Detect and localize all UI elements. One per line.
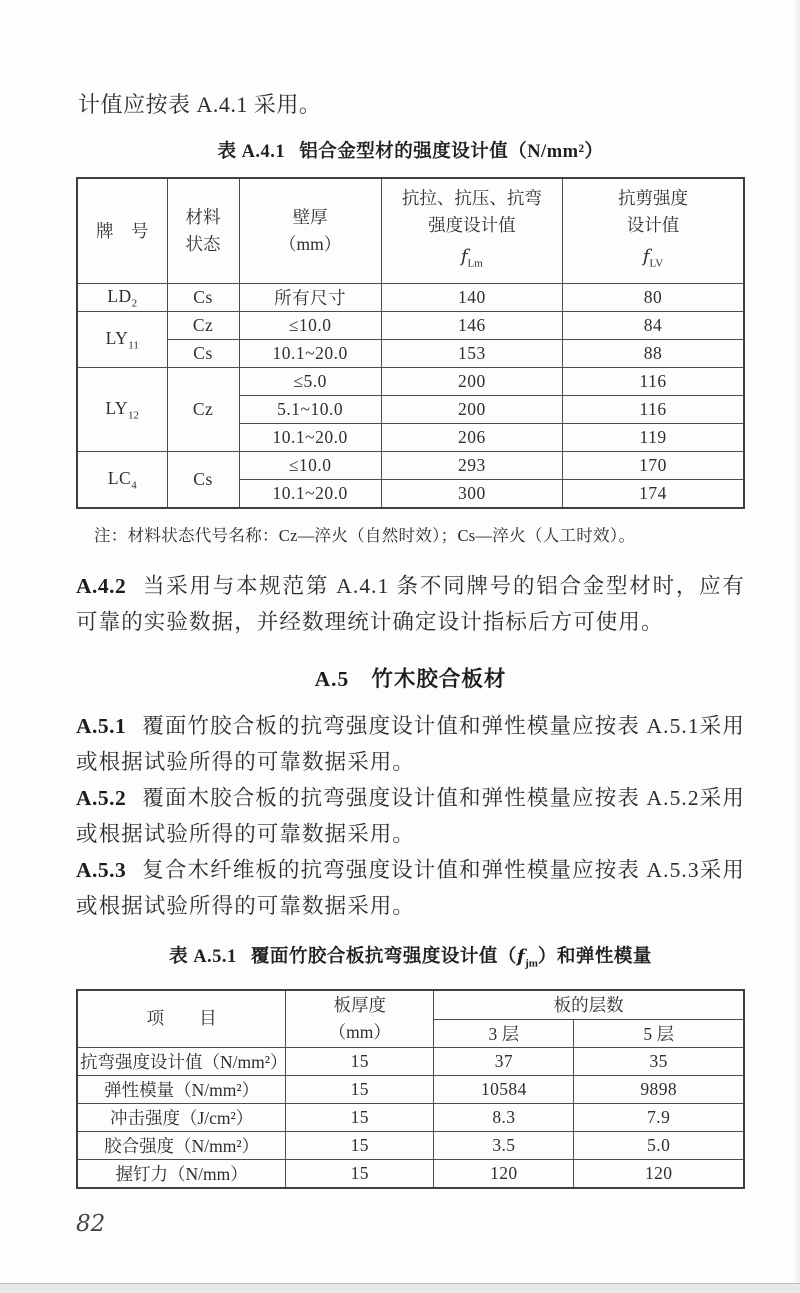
para-a42 xyxy=(76,568,745,640)
header-wall-thickness: 壁厚 （mm） xyxy=(239,178,381,284)
para-a42-label: A.4.2 xyxy=(76,574,127,598)
table-row xyxy=(77,284,744,312)
flm-cell: 140 xyxy=(381,284,562,312)
para-a53-label: A.5.3 xyxy=(76,858,127,882)
header-material-state: 材料 状态 xyxy=(167,178,239,284)
para-a51 xyxy=(76,708,745,780)
thickness-cell: 5.1~10.0 xyxy=(239,396,381,424)
table-a51-caption-label: 表 A.5.1 xyxy=(169,947,237,967)
flm-cell: 200 xyxy=(381,368,562,396)
thickness-cell: 15 xyxy=(286,1103,434,1131)
para-a52-label: A.5.2 xyxy=(76,786,127,810)
header-flm: 抗拉、抗压、抗弯 强度设计值 $f_{Lm}$ xyxy=(381,178,562,284)
flv-cell: 170 xyxy=(563,452,744,480)
para-a53 xyxy=(76,852,745,924)
item-cell: 抗弯强度设计值（N/mm²） xyxy=(77,1047,286,1075)
grade-ly11: $LY_{11}$ xyxy=(77,312,167,368)
table-a41-caption-label: 表 A.4.1 xyxy=(217,142,286,162)
layers3-cell: 37 xyxy=(434,1047,574,1075)
layers5-cell: 7.9 xyxy=(574,1103,744,1131)
table-row xyxy=(77,1159,744,1188)
fjm-symbol: f xyxy=(516,946,526,967)
thickness-cell: 15 xyxy=(286,1131,434,1159)
header-3-layers: 3 层 xyxy=(434,1019,574,1047)
flv-cell: 88 xyxy=(563,340,744,368)
flm-cell: 206 xyxy=(381,424,562,452)
header-5-layers: 5 层 xyxy=(574,1019,744,1047)
table-row xyxy=(77,312,744,340)
flv-cell: 119 xyxy=(563,424,744,452)
section-a5-heading xyxy=(76,665,745,693)
grade-lc4: $LC_4$ xyxy=(77,452,167,509)
para-a53-text: 复合木纤维板的抗弯强度设计值和弹性模量应按表 A.5.3采用或根据试验所得的可靠数据采用。 xyxy=(76,858,745,918)
state-cell: Cz xyxy=(167,368,239,452)
table-a51-caption: 表 A.5.1 覆面竹胶合板抗弯强度设计值$(f_{jm})$和弹性模量 xyxy=(169,946,652,970)
grade-ly12: $LY_{12}$ xyxy=(77,368,167,452)
table-a41-caption xyxy=(76,140,745,164)
flm-cell: 200 xyxy=(381,396,562,424)
thickness-cell: 10.1~20.0 xyxy=(239,480,381,509)
para-a52 xyxy=(76,780,745,852)
table-a41 xyxy=(76,177,745,509)
layers5-cell: 35 xyxy=(574,1047,744,1075)
para-a42-text: 当采用与本规范第 A.4.1 条不同牌号的铝合金型材时，应有可靠的实验数据，并经数理统计确定设计指标后方可使用。 xyxy=(76,574,745,634)
section-a5-label: A.5 xyxy=(314,667,350,691)
flm-cell: 300 xyxy=(381,480,562,509)
table-a41-header-row xyxy=(77,178,744,284)
table-row xyxy=(77,452,744,480)
table-a41-caption-text: 铝合金型材的强度设计值（N/mm²） xyxy=(299,142,604,162)
flv-cell: 84 xyxy=(563,312,744,340)
flv-cell: 116 xyxy=(563,368,744,396)
item-cell: 握钉力（N/mm） xyxy=(77,1159,286,1188)
table-row xyxy=(77,1047,744,1075)
item-cell: 冲击强度（J/cm²） xyxy=(77,1103,286,1131)
thickness-cell: 所有尺寸 xyxy=(239,284,381,312)
flm-cell: 153 xyxy=(381,340,562,368)
table-row xyxy=(77,1075,744,1103)
thickness-cell: 10.1~20.0 xyxy=(239,340,381,368)
thickness-cell: 15 xyxy=(286,1047,434,1075)
table-row xyxy=(77,368,744,396)
thickness-cell: 15 xyxy=(286,1075,434,1103)
state-cell: Cs xyxy=(167,340,239,368)
flv-symbol: $f_{LV}$ xyxy=(642,245,664,270)
flv-cell: 174 xyxy=(563,480,744,509)
layers3-cell: 10584 xyxy=(434,1075,574,1103)
thickness-cell: 10.1~20.0 xyxy=(239,424,381,452)
header-layers: 板的层数 xyxy=(434,990,744,1020)
header-grade: 牌 号 xyxy=(77,178,167,284)
flv-cell: 116 xyxy=(563,396,744,424)
para-a51-text: 覆面竹胶合板的抗弯强度设计值和弹性模量应按表 A.5.1采用或根据试验所得的可靠数据采用。 xyxy=(76,714,745,774)
thickness-cell: 15 xyxy=(286,1159,434,1188)
state-cell: Cs xyxy=(167,284,239,312)
table-a41-note: 注：材料状态代号名称：Cz—淬火（自然时效）；Cs—淬火（人工时效）。 xyxy=(94,526,636,545)
flv-cell: 80 xyxy=(563,284,744,312)
state-cell: Cz xyxy=(167,312,239,340)
table-a51 xyxy=(76,989,745,1189)
layers3-cell: 120 xyxy=(434,1159,574,1188)
table-a51-header-row1 xyxy=(77,990,744,1020)
para-a51-label: A.5.1 xyxy=(76,714,127,738)
thickness-cell: ≤10.0 xyxy=(239,312,381,340)
header-item: 项 目 xyxy=(77,990,286,1048)
grade-ld2: $LD_2$ xyxy=(77,284,167,312)
thickness-cell: ≤5.0 xyxy=(239,368,381,396)
layers3-cell: 8.3 xyxy=(434,1103,574,1131)
intro-text: 计值应按表 A.4.1 采用。 xyxy=(78,92,322,117)
header-thickness: 板厚度 （mm） xyxy=(286,990,434,1048)
thickness-cell: ≤10.0 xyxy=(239,452,381,480)
layers3-cell: 3.5 xyxy=(434,1131,574,1159)
section-a5-title: 竹木胶合板材 xyxy=(371,667,507,691)
page-number: 82 xyxy=(76,1210,106,1237)
item-cell: 弹性模量（N/mm²） xyxy=(77,1075,286,1103)
scan-right-shade xyxy=(793,0,800,1293)
state-cell: Cs xyxy=(167,452,239,509)
flm-symbol: $f_{Lm}$ xyxy=(460,245,483,270)
scan-bottom-edge xyxy=(0,1283,800,1293)
para-a52-text: 覆面木胶合板的抗弯强度设计值和弹性模量应按表 A.5.2采用或根据试验所得的可靠数据采用。 xyxy=(76,786,745,846)
table-a51-caption-text2: ）和弹性模量 xyxy=(537,947,652,967)
flm-cell: 146 xyxy=(381,312,562,340)
flm-cell: 293 xyxy=(381,452,562,480)
table-row xyxy=(77,1131,744,1159)
item-cell: 胶合强度（N/mm²） xyxy=(77,1131,286,1159)
layers5-cell: 5.0 xyxy=(574,1131,744,1159)
table-row xyxy=(77,340,744,368)
header-flv: 抗剪强度 设计值 $f_{LV}$ xyxy=(563,178,744,284)
table-row xyxy=(77,1103,744,1131)
table-a51-caption-text1: 覆面竹胶合板抗弯强度设计值（ xyxy=(250,947,517,967)
layers5-cell: 9898 xyxy=(574,1075,744,1103)
layers5-cell: 120 xyxy=(574,1159,744,1188)
